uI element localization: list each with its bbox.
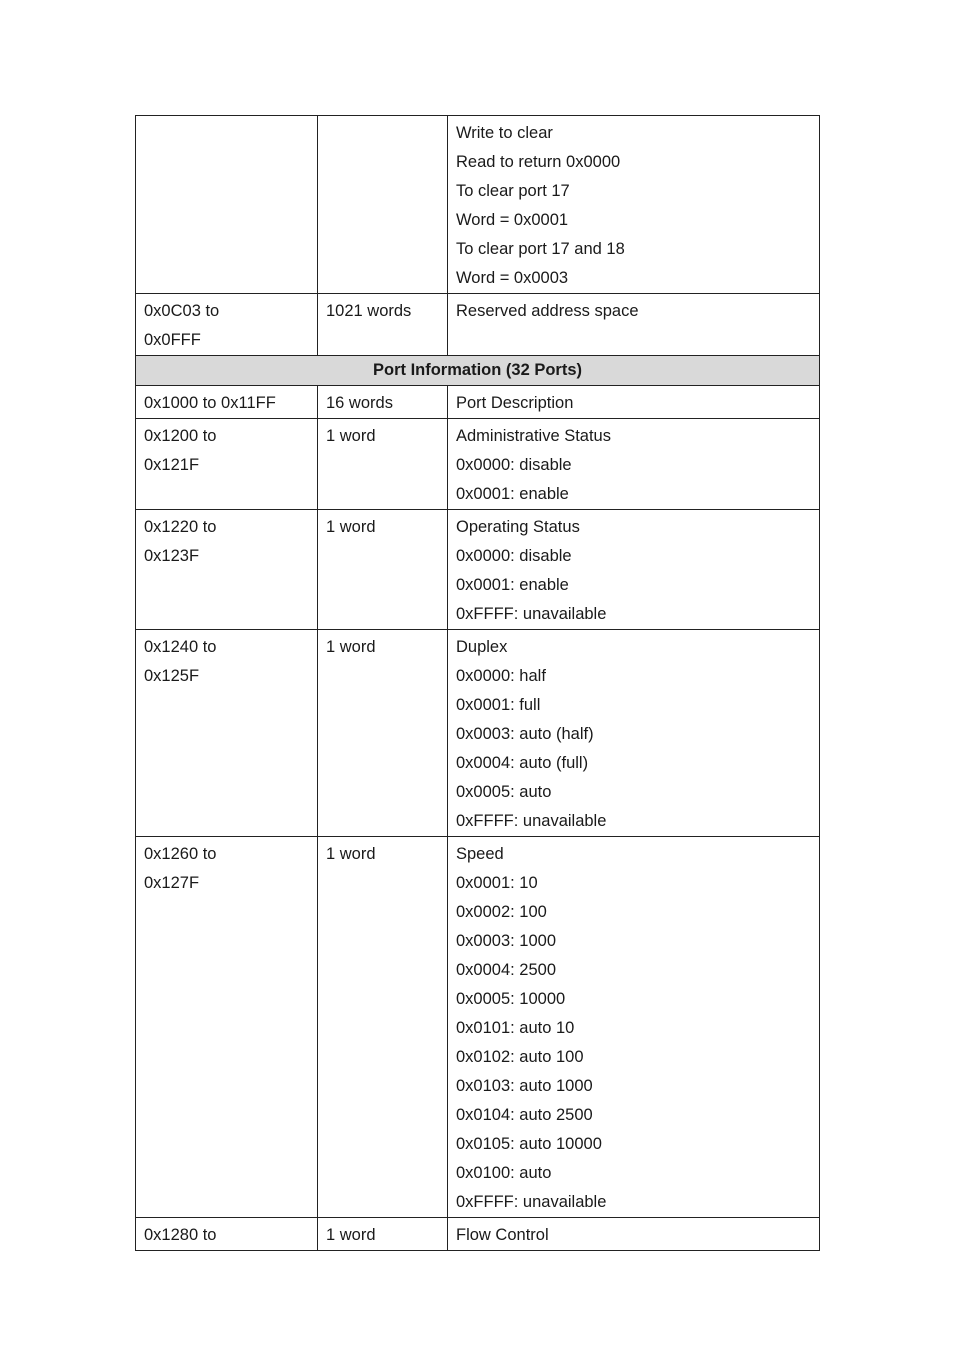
section-header-row (136, 356, 820, 386)
size-value: 16 words (326, 394, 393, 412)
table-row (136, 837, 820, 1218)
table-row (136, 294, 820, 356)
size-cell (318, 837, 448, 1218)
table-row (136, 419, 820, 510)
description-line: 0x0004: auto (full) (456, 754, 589, 772)
description-line: Word = 0x0003 (456, 269, 569, 287)
description-line: Read to return 0x0000 (456, 153, 621, 171)
address-cell (136, 837, 318, 1218)
description-line: Word = 0x0001 (456, 211, 569, 229)
description-line: 0x0101: auto 10 (456, 1019, 575, 1037)
size-value: 1 word (326, 427, 376, 445)
size-value: 1 word (326, 1226, 376, 1244)
description-line: 0x0004: 2500 (456, 961, 557, 979)
description-line: Port Description (456, 394, 574, 412)
description-line: 0x0001: 10 (456, 874, 538, 892)
description-cell (448, 386, 820, 419)
description-cell (448, 116, 820, 294)
address-line: 0x0FFF (144, 331, 201, 349)
address-line: 0x123F (144, 547, 200, 565)
description-line: 0x0001: enable (456, 485, 569, 503)
description-cell (448, 1218, 820, 1251)
section-header-group (136, 356, 820, 386)
address-line: 0x127F (144, 874, 200, 892)
address-line: 0x1260 to (144, 845, 217, 863)
description-line: 0x0002: 100 (456, 903, 547, 921)
size-cell (318, 630, 448, 837)
description-line: 0x0104: auto 2500 (456, 1106, 593, 1124)
description-line: To clear port 17 and 18 (456, 240, 625, 258)
description-line: Operating Status (456, 518, 580, 536)
description-line: 0x0003: 1000 (456, 932, 557, 950)
description-cell (448, 630, 820, 837)
description-line: 0x0105: auto 10000 (456, 1135, 602, 1153)
description-line: 0xFFFF: unavailable (456, 812, 607, 830)
description-cell (448, 510, 820, 630)
size-value: 1 word (326, 845, 376, 863)
size-cell (318, 116, 448, 294)
size-value: 1 word (326, 518, 376, 536)
address-cell (136, 510, 318, 630)
table-row (136, 1218, 820, 1251)
section-title: Port Information (32 Ports) (136, 356, 820, 386)
description-line: To clear port 17 (456, 182, 570, 200)
table-row (136, 510, 820, 630)
address-cell (136, 294, 318, 356)
description-line: Administrative Status (456, 427, 611, 445)
address-line: 0x1000 to 0x11FF (144, 394, 276, 412)
register-table (135, 115, 820, 1251)
description-line: 0x0001: full (456, 696, 541, 714)
description-line: 0x0003: auto (half) (456, 725, 594, 743)
description-line: Duplex (456, 638, 508, 656)
description-line: 0x0005: 10000 (456, 990, 566, 1008)
register-rows-top (136, 116, 820, 356)
address-line: 0x125F (144, 667, 200, 685)
description-cell (448, 294, 820, 356)
description-line: Reserved address space (456, 302, 639, 320)
size-cell (318, 419, 448, 510)
address-cell (136, 386, 318, 419)
description-line: Flow Control (456, 1226, 549, 1244)
size-value: 1 word (326, 638, 376, 656)
table-row (136, 116, 820, 294)
description-cell (448, 837, 820, 1218)
address-line: 0x121F (144, 456, 200, 474)
size-cell (318, 294, 448, 356)
description-line: 0x0100: auto (456, 1164, 552, 1182)
description-line: Speed (456, 845, 504, 863)
address-line: 0x1240 to (144, 638, 217, 656)
table-row (136, 630, 820, 837)
size-cell (318, 386, 448, 419)
address-line: 0x1200 to (144, 427, 217, 445)
address-line: 0x1220 to (144, 518, 217, 536)
description-line: 0xFFFF: unavailable (456, 605, 607, 623)
description-line: 0x0001: enable (456, 576, 569, 594)
size-cell (318, 1218, 448, 1251)
description-line: 0x0005: auto (456, 783, 552, 801)
address-cell (136, 630, 318, 837)
size-cell (318, 510, 448, 630)
description-line: 0x0000: half (456, 667, 546, 685)
address-cell (136, 116, 318, 294)
description-line: 0x0102: auto 100 (456, 1048, 584, 1066)
register-rows-ports (136, 386, 820, 1251)
description-line: 0x0000: disable (456, 547, 572, 565)
address-cell (136, 1218, 318, 1251)
address-line: 0x1280 to (144, 1226, 217, 1244)
description-line: 0xFFFF: unavailable (456, 1193, 607, 1211)
address-line: 0x0C03 to (144, 302, 220, 320)
description-line: 0x0103: auto 1000 (456, 1077, 593, 1095)
table-row (136, 386, 820, 419)
description-line: Write to clear (456, 124, 553, 142)
description-line: 0x0000: disable (456, 456, 572, 474)
address-cell (136, 419, 318, 510)
description-cell (448, 419, 820, 510)
size-value: 1021 words (326, 302, 412, 320)
